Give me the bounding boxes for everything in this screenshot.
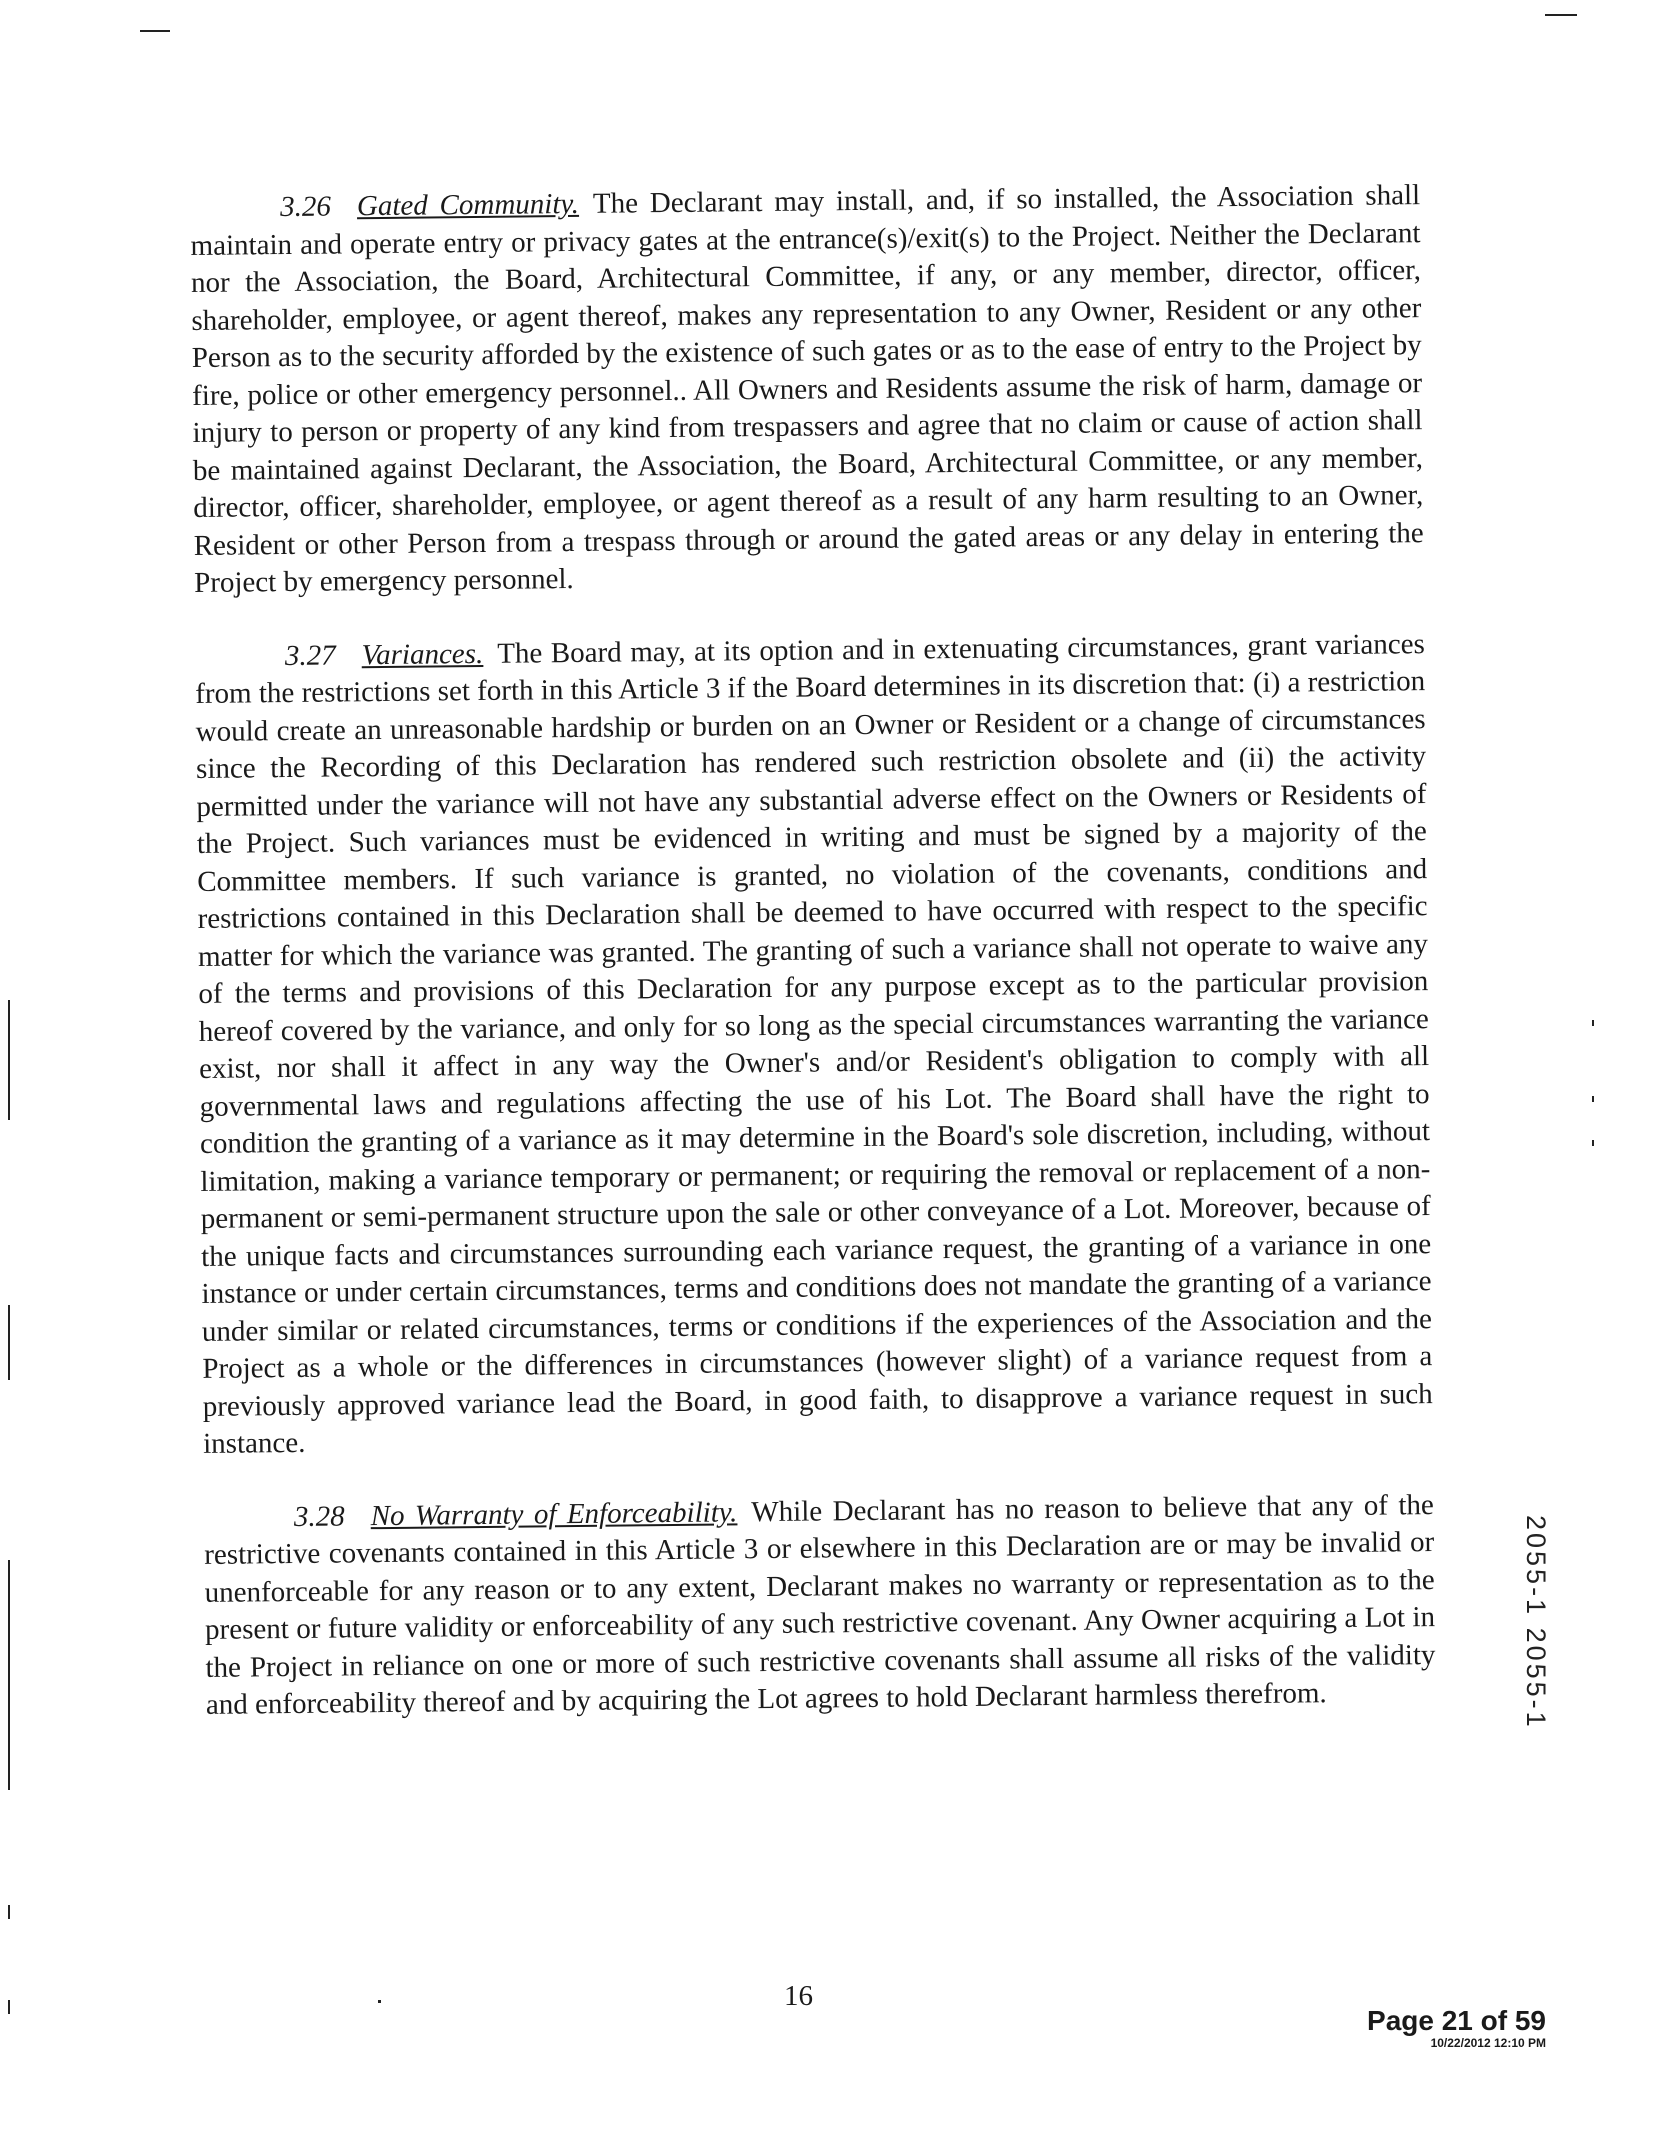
recording-stamp <box>1367 2006 1546 2050</box>
section-text: The Declarant may install, and, if so installed, the Association shall maintain and operate entry or privacy gates at the entrance(s)/exit(s) to the Project. Neither the Declarant nor the Association, the Board, Architectural Committee, if any, or any member, director, officer, shareholder, employee, or agent thereof, makes any representation to any Owner, Resident or any other Person as to the security afforded by the existence of such gates or as to the ease of entry to the Project by fire, police or other emergency personnel.. All Owners and Residents assume the risk of harm, damage or injury to person or property of any kind from trespassers and agree that no claim or cause of action shall be maintained against Declarant, the Association, the Board, Architectural Committee, or any member, director, officer, shareholder, employee, or agent thereof as a result of any harm resulting to an Owner, Resident or other Person from a trespass through or around the gated areas or any delay in entering the Project by emergency personnel. <box>190 179 1424 599</box>
section-number: 3.26 <box>280 190 332 224</box>
section-3-28 <box>204 1487 1436 1725</box>
scan-mark-top-right <box>1545 14 1577 16</box>
section-number: 3.27 <box>284 639 336 672</box>
section-number: 3.28 <box>293 1499 345 1533</box>
scan-mark-top-left <box>140 30 170 32</box>
side-document-marker: 2055-1 2055-1 <box>1521 1515 1551 1730</box>
scan-dot-2 <box>1592 1096 1594 1102</box>
scan-mark-left-5 <box>8 2000 10 2014</box>
page-number: 16 <box>784 1980 813 2012</box>
section-title: No Warranty of Enforceability. <box>370 1495 738 1532</box>
scan-dot-4 <box>378 2000 381 2003</box>
stamp-timestamp: 10/22/2012 12:10 PM <box>1430 2036 1546 2050</box>
document-body <box>190 177 1436 1760</box>
section-text: While Declarant has no reason to believe that any of the restrictive covenants contained in this Article 3 or elsewhere in this Declaration are or may be invalid or unenforceable for any reason or to any extent, Declarant makes no warranty or representation as to the present or future validity or enforceability of any such restrictive covenant. Any Owner acquiring a Lot in the Project in reliance on one or more of such restrictive covenants shall assume all risks of the validity and enforceability thereof and by acquiring the Lot agrees to hold Declarant harmless therefrom. <box>204 1488 1436 1721</box>
scan-mark-left-2 <box>8 1305 10 1380</box>
scan-dot-1 <box>1592 1020 1594 1026</box>
stamp-page-count: Page 21 of 59 <box>1367 2005 1546 2036</box>
section-3-27 <box>195 626 1434 1464</box>
section-title: Variances. <box>361 637 484 671</box>
section-3-26 <box>190 177 1424 602</box>
scan-dot-3 <box>1592 1140 1594 1146</box>
section-text: The Board may, at its option and in extenuating circumstances, grant variances from the restrictions set forth in this Article 3 if the Board determines in its discretion that: (i) a restriction would create an unreasonable hardship or burden on an Owner or Resident or a change of circumstances since the Recording of this Declaration has rendered such restriction obsolete and (ii) the activity permitted under the variance will not have any substantial adverse effect on the Owners or Residents of the Project. Such variances must be evidenced in writing and must be signed by a majority of the Committee members. If such variance is granted, no violation of the covenants, conditions and restrictions contained in this Declaration shall be deemed to have occurred with respect to the specific matter for which the variance was granted. The granting of such a variance shall not operate to waive any of the terms and provisions of this Declaration for any purpose except as to the particular provision hereof covered by the variance, and only for so long as the special circumstances warranting the variance exist, nor shall it affect in any way the Owner's and/or Resident's obligation to comply with all governmental laws and regulations affecting the use of his Lot. The Board shall have the right to condition the granting of a variance as it may determine in the Board's sole discretion, including, without limitation, making a variance temporary or permanent; or requiring the removal or replacement of a non-permanent or semi-permanent structure upon the sale or other conveyance of a Lot. Moreover, because of the unique facts and circumstances surrounding each variance request, the granting of a variance in one instance or under certain circumstances, terms and conditions does not mandate the granting of a variance under similar or related circumstances, terms or conditions if the experiences of the Association and the Project as a whole or the differences in circumstances (however slight) of a variance request from a previously approved variance lead the Board, in good faith, to disapprove a variance request in such instance. <box>195 627 1433 1460</box>
scan-mark-left-3 <box>8 1560 10 1790</box>
scan-mark-left-1 <box>8 1000 10 1120</box>
section-title: Gated Community. <box>356 187 580 223</box>
scan-mark-left-4 <box>8 1905 10 1919</box>
